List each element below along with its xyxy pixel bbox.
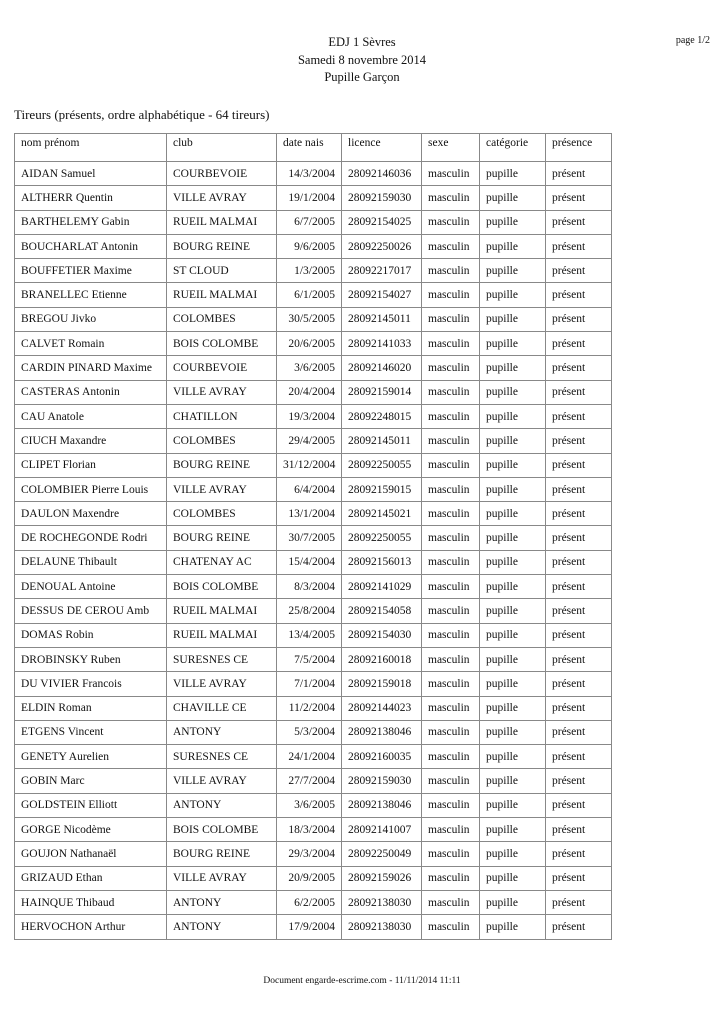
cell-presence: présent bbox=[546, 380, 612, 404]
cell-name: ALTHERR Quentin bbox=[15, 186, 167, 210]
cell-licence: 28092160018 bbox=[342, 647, 422, 671]
table-header-row bbox=[15, 134, 612, 162]
cell-club: VILLE AVRAY bbox=[167, 380, 277, 404]
cell-category: pupille bbox=[480, 720, 546, 744]
cell-birthdate: 13/4/2005 bbox=[277, 623, 342, 647]
cell-category: pupille bbox=[480, 575, 546, 599]
cell-licence: 28092138046 bbox=[342, 793, 422, 817]
cell-presence: présent bbox=[546, 915, 612, 939]
cell-licence: 28092159018 bbox=[342, 672, 422, 696]
table-row bbox=[15, 453, 612, 477]
cell-licence: 28092145011 bbox=[342, 429, 422, 453]
cell-category: pupille bbox=[480, 380, 546, 404]
cell-club: COLOMBES bbox=[167, 429, 277, 453]
cell-club: ANTONY bbox=[167, 890, 277, 914]
cell-presence: présent bbox=[546, 332, 612, 356]
cell-club: VILLE AVRAY bbox=[167, 186, 277, 210]
cell-licence: 28092250049 bbox=[342, 842, 422, 866]
cell-club: BOIS COLOMBE bbox=[167, 818, 277, 842]
table-row bbox=[15, 672, 612, 696]
cell-sex: masculin bbox=[422, 793, 480, 817]
table-row bbox=[15, 575, 612, 599]
cell-birthdate: 3/6/2005 bbox=[277, 356, 342, 380]
cell-presence: présent bbox=[546, 818, 612, 842]
cell-club: BOURG REINE bbox=[167, 453, 277, 477]
cell-licence: 28092138030 bbox=[342, 890, 422, 914]
cell-presence: présent bbox=[546, 477, 612, 501]
cell-category: pupille bbox=[480, 162, 546, 186]
cell-sex: masculin bbox=[422, 307, 480, 331]
cell-category: pupille bbox=[480, 599, 546, 623]
cell-licence: 28092138030 bbox=[342, 915, 422, 939]
cell-sex: masculin bbox=[422, 818, 480, 842]
cell-sex: masculin bbox=[422, 599, 480, 623]
cell-birthdate: 24/1/2004 bbox=[277, 745, 342, 769]
cell-sex: masculin bbox=[422, 575, 480, 599]
cell-licence: 28092250055 bbox=[342, 453, 422, 477]
cell-category: pupille bbox=[480, 332, 546, 356]
table-row bbox=[15, 890, 612, 914]
cell-sex: masculin bbox=[422, 720, 480, 744]
cell-licence: 28092159014 bbox=[342, 380, 422, 404]
table-row bbox=[15, 404, 612, 428]
cell-category: pupille bbox=[480, 502, 546, 526]
column-header-sex: sexe bbox=[422, 134, 480, 162]
cell-sex: masculin bbox=[422, 283, 480, 307]
cell-club: CHATENAY AC bbox=[167, 550, 277, 574]
cell-club: BOIS COLOMBE bbox=[167, 575, 277, 599]
cell-birthdate: 6/7/2005 bbox=[277, 210, 342, 234]
table-row bbox=[15, 477, 612, 501]
column-header-birthdate: date nais bbox=[277, 134, 342, 162]
cell-club: VILLE AVRAY bbox=[167, 866, 277, 890]
table-row bbox=[15, 647, 612, 671]
cell-sex: masculin bbox=[422, 842, 480, 866]
cell-presence: présent bbox=[546, 186, 612, 210]
cell-licence: 28092154058 bbox=[342, 599, 422, 623]
cell-birthdate: 25/8/2004 bbox=[277, 599, 342, 623]
cell-club: VILLE AVRAY bbox=[167, 672, 277, 696]
cell-category: pupille bbox=[480, 210, 546, 234]
cell-licence: 28092160035 bbox=[342, 745, 422, 769]
cell-name: COLOMBIER Pierre Louis bbox=[15, 477, 167, 501]
cell-presence: présent bbox=[546, 210, 612, 234]
fencers-table bbox=[14, 133, 612, 940]
cell-presence: présent bbox=[546, 890, 612, 914]
cell-name: GOBIN Marc bbox=[15, 769, 167, 793]
cell-licence: 28092141007 bbox=[342, 818, 422, 842]
cell-category: pupille bbox=[480, 307, 546, 331]
cell-category: pupille bbox=[480, 429, 546, 453]
cell-licence: 28092138046 bbox=[342, 720, 422, 744]
table-row bbox=[15, 210, 612, 234]
cell-name: BREGOU Jivko bbox=[15, 307, 167, 331]
list-subtitle: Tireurs (présents, ordre alphabétique - 64 tireurs) bbox=[14, 107, 270, 122]
cell-club: BOURG REINE bbox=[167, 234, 277, 258]
cell-name: GOLDSTEIN Elliott bbox=[15, 793, 167, 817]
cell-club: ST CLOUD bbox=[167, 259, 277, 283]
cell-birthdate: 15/4/2004 bbox=[277, 550, 342, 574]
event-date: Samedi 8 novembre 2014 bbox=[297, 52, 427, 67]
cell-name: CASTERAS Antonin bbox=[15, 380, 167, 404]
cell-club: BOIS COLOMBE bbox=[167, 332, 277, 356]
cell-club: COLOMBES bbox=[167, 307, 277, 331]
cell-category: pupille bbox=[480, 283, 546, 307]
cell-sex: masculin bbox=[422, 234, 480, 258]
cell-club: ANTONY bbox=[167, 720, 277, 744]
cell-birthdate: 29/3/2004 bbox=[277, 842, 342, 866]
cell-birthdate: 8/3/2004 bbox=[277, 575, 342, 599]
cell-club: ANTONY bbox=[167, 793, 277, 817]
cell-category: pupille bbox=[480, 453, 546, 477]
column-header-category: catégorie bbox=[480, 134, 546, 162]
column-header-presence: présence bbox=[546, 134, 612, 162]
cell-presence: présent bbox=[546, 283, 612, 307]
cell-sex: masculin bbox=[422, 696, 480, 720]
cell-name: DAULON Maxendre bbox=[15, 502, 167, 526]
cell-presence: présent bbox=[546, 599, 612, 623]
cell-birthdate: 18/3/2004 bbox=[277, 818, 342, 842]
table-row bbox=[15, 623, 612, 647]
column-header-name: nom prénom bbox=[15, 134, 167, 162]
table-row bbox=[15, 526, 612, 550]
table-row bbox=[15, 259, 612, 283]
cell-name: BOUCHARLAT Antonin bbox=[15, 234, 167, 258]
cell-club: BOURG REINE bbox=[167, 526, 277, 550]
cell-sex: masculin bbox=[422, 915, 480, 939]
cell-birthdate: 3/6/2005 bbox=[277, 793, 342, 817]
cell-birthdate: 17/9/2004 bbox=[277, 915, 342, 939]
table-row bbox=[15, 332, 612, 356]
cell-presence: présent bbox=[546, 793, 612, 817]
cell-name: BRANELLEC Etienne bbox=[15, 283, 167, 307]
cell-name: CALVET Romain bbox=[15, 332, 167, 356]
cell-name: GRIZAUD Ethan bbox=[15, 866, 167, 890]
cell-sex: masculin bbox=[422, 672, 480, 696]
cell-sex: masculin bbox=[422, 526, 480, 550]
cell-category: pupille bbox=[480, 477, 546, 501]
cell-birthdate: 14/3/2004 bbox=[277, 162, 342, 186]
cell-presence: présent bbox=[546, 526, 612, 550]
cell-category: pupille bbox=[480, 842, 546, 866]
cell-club: COURBEVOIE bbox=[167, 162, 277, 186]
cell-club: COURBEVOIE bbox=[167, 356, 277, 380]
table-row bbox=[15, 866, 612, 890]
cell-name: BARTHELEMY Gabin bbox=[15, 210, 167, 234]
cell-birthdate: 13/1/2004 bbox=[277, 502, 342, 526]
cell-sex: masculin bbox=[422, 259, 480, 283]
cell-sex: masculin bbox=[422, 477, 480, 501]
cell-category: pupille bbox=[480, 866, 546, 890]
cell-category: pupille bbox=[480, 696, 546, 720]
cell-presence: présent bbox=[546, 356, 612, 380]
cell-sex: masculin bbox=[422, 186, 480, 210]
cell-presence: présent bbox=[546, 769, 612, 793]
cell-name: CIUCH Maxandre bbox=[15, 429, 167, 453]
cell-licence: 28092248015 bbox=[342, 404, 422, 428]
cell-birthdate: 7/1/2004 bbox=[277, 672, 342, 696]
cell-licence: 28092159030 bbox=[342, 769, 422, 793]
cell-sex: masculin bbox=[422, 453, 480, 477]
cell-presence: présent bbox=[546, 672, 612, 696]
cell-birthdate: 6/4/2004 bbox=[277, 477, 342, 501]
table-row bbox=[15, 283, 612, 307]
cell-name: CARDIN PINARD Maxime bbox=[15, 356, 167, 380]
cell-category: pupille bbox=[480, 769, 546, 793]
cell-category: pupille bbox=[480, 672, 546, 696]
cell-club: SURESNES CE bbox=[167, 647, 277, 671]
cell-licence: 28092154027 bbox=[342, 283, 422, 307]
cell-category: pupille bbox=[480, 745, 546, 769]
cell-category: pupille bbox=[480, 818, 546, 842]
table-row bbox=[15, 234, 612, 258]
cell-category: pupille bbox=[480, 356, 546, 380]
cell-name: DELAUNE Thibault bbox=[15, 550, 167, 574]
cell-birthdate: 11/2/2004 bbox=[277, 696, 342, 720]
cell-presence: présent bbox=[546, 429, 612, 453]
cell-licence: 28092250055 bbox=[342, 526, 422, 550]
table-row bbox=[15, 502, 612, 526]
cell-birthdate: 29/4/2005 bbox=[277, 429, 342, 453]
cell-name: CAU Anatole bbox=[15, 404, 167, 428]
cell-licence: 28092141029 bbox=[342, 575, 422, 599]
cell-category: pupille bbox=[480, 550, 546, 574]
cell-category: pupille bbox=[480, 915, 546, 939]
table-row bbox=[15, 550, 612, 574]
cell-sex: masculin bbox=[422, 769, 480, 793]
cell-name: ELDIN Roman bbox=[15, 696, 167, 720]
cell-name: DE ROCHEGONDE Rodri bbox=[15, 526, 167, 550]
cell-category: pupille bbox=[480, 234, 546, 258]
cell-name: CLIPET Florian bbox=[15, 453, 167, 477]
table-row bbox=[15, 162, 612, 186]
cell-name: GOUJON Nathanaël bbox=[15, 842, 167, 866]
cell-sex: masculin bbox=[422, 332, 480, 356]
cell-name: DOMAS Robin bbox=[15, 623, 167, 647]
cell-presence: présent bbox=[546, 647, 612, 671]
cell-club: BOURG REINE bbox=[167, 842, 277, 866]
event-category: Pupille Garçon bbox=[324, 70, 400, 84]
cell-category: pupille bbox=[480, 186, 546, 210]
cell-licence: 28092159015 bbox=[342, 477, 422, 501]
cell-birthdate: 7/5/2004 bbox=[277, 647, 342, 671]
cell-category: pupille bbox=[480, 890, 546, 914]
cell-presence: présent bbox=[546, 453, 612, 477]
cell-sex: masculin bbox=[422, 866, 480, 890]
cell-birthdate: 30/7/2005 bbox=[277, 526, 342, 550]
cell-sex: masculin bbox=[422, 502, 480, 526]
column-header-club: club bbox=[167, 134, 277, 162]
cell-licence: 28092145021 bbox=[342, 502, 422, 526]
cell-sex: masculin bbox=[422, 380, 480, 404]
cell-category: pupille bbox=[480, 259, 546, 283]
cell-birthdate: 6/2/2005 bbox=[277, 890, 342, 914]
cell-name: ETGENS Vincent bbox=[15, 720, 167, 744]
cell-club: VILLE AVRAY bbox=[167, 477, 277, 501]
cell-club: VILLE AVRAY bbox=[167, 769, 277, 793]
cell-licence: 28092145011 bbox=[342, 307, 422, 331]
cell-licence: 28092159030 bbox=[342, 186, 422, 210]
cell-name: DESSUS DE CEROU Amb bbox=[15, 599, 167, 623]
cell-presence: présent bbox=[546, 550, 612, 574]
cell-category: pupille bbox=[480, 793, 546, 817]
table-row bbox=[15, 793, 612, 817]
cell-category: pupille bbox=[480, 647, 546, 671]
column-header-licence: licence bbox=[342, 134, 422, 162]
cell-birthdate: 20/6/2005 bbox=[277, 332, 342, 356]
table-row bbox=[15, 599, 612, 623]
cell-sex: masculin bbox=[422, 623, 480, 647]
cell-name: BOUFFETIER Maxime bbox=[15, 259, 167, 283]
document-footer: Document engarde-escrime.com - 11/11/2014 11:11 bbox=[263, 976, 461, 986]
cell-licence: 28092154030 bbox=[342, 623, 422, 647]
cell-birthdate: 27/7/2004 bbox=[277, 769, 342, 793]
cell-category: pupille bbox=[480, 623, 546, 647]
cell-presence: présent bbox=[546, 307, 612, 331]
table-row bbox=[15, 186, 612, 210]
cell-name: DENOUAL Antoine bbox=[15, 575, 167, 599]
table-row bbox=[15, 769, 612, 793]
cell-licence: 28092159026 bbox=[342, 866, 422, 890]
cell-licence: 28092156013 bbox=[342, 550, 422, 574]
cell-category: pupille bbox=[480, 526, 546, 550]
cell-sex: masculin bbox=[422, 162, 480, 186]
cell-birthdate: 5/3/2004 bbox=[277, 720, 342, 744]
table-row bbox=[15, 745, 612, 769]
cell-sex: masculin bbox=[422, 429, 480, 453]
cell-club: CHATILLON bbox=[167, 404, 277, 428]
cell-birthdate: 20/4/2004 bbox=[277, 380, 342, 404]
cell-name: DROBINSKY Ruben bbox=[15, 647, 167, 671]
cell-birthdate: 1/3/2005 bbox=[277, 259, 342, 283]
cell-name: HAINQUE Thibaud bbox=[15, 890, 167, 914]
cell-club: SURESNES CE bbox=[167, 745, 277, 769]
cell-name: HERVOCHON Arthur bbox=[15, 915, 167, 939]
cell-presence: présent bbox=[546, 720, 612, 744]
cell-club: RUEIL MALMAI bbox=[167, 283, 277, 307]
cell-presence: présent bbox=[546, 842, 612, 866]
cell-birthdate: 9/6/2005 bbox=[277, 234, 342, 258]
cell-name: AIDAN Samuel bbox=[15, 162, 167, 186]
cell-birthdate: 31/12/2004 bbox=[277, 453, 342, 477]
cell-birthdate: 20/9/2005 bbox=[277, 866, 342, 890]
cell-licence: 28092250026 bbox=[342, 234, 422, 258]
cell-name: DU VIVIER Francois bbox=[15, 672, 167, 696]
cell-presence: présent bbox=[546, 575, 612, 599]
cell-club: ANTONY bbox=[167, 915, 277, 939]
cell-birthdate: 30/5/2005 bbox=[277, 307, 342, 331]
event-title: EDJ 1 Sèvres bbox=[328, 35, 396, 49]
document-header bbox=[0, 34, 724, 87]
cell-club: RUEIL MALMAI bbox=[167, 599, 277, 623]
cell-licence: 28092141033 bbox=[342, 332, 422, 356]
table-row bbox=[15, 380, 612, 404]
page-number: page 1/2 bbox=[675, 35, 710, 46]
cell-presence: présent bbox=[546, 404, 612, 428]
table-row bbox=[15, 356, 612, 380]
cell-sex: masculin bbox=[422, 550, 480, 574]
table-row bbox=[15, 915, 612, 939]
cell-licence: 28092154025 bbox=[342, 210, 422, 234]
cell-licence: 28092146020 bbox=[342, 356, 422, 380]
cell-sex: masculin bbox=[422, 356, 480, 380]
cell-licence: 28092217017 bbox=[342, 259, 422, 283]
cell-presence: présent bbox=[546, 162, 612, 186]
cell-name: GORGE Nicodème bbox=[15, 818, 167, 842]
cell-birthdate: 19/1/2004 bbox=[277, 186, 342, 210]
table-row bbox=[15, 307, 612, 331]
cell-presence: présent bbox=[546, 234, 612, 258]
cell-sex: masculin bbox=[422, 745, 480, 769]
cell-presence: présent bbox=[546, 696, 612, 720]
cell-presence: présent bbox=[546, 259, 612, 283]
cell-sex: masculin bbox=[422, 404, 480, 428]
cell-sex: masculin bbox=[422, 647, 480, 671]
cell-presence: présent bbox=[546, 866, 612, 890]
table-row bbox=[15, 696, 612, 720]
cell-presence: présent bbox=[546, 502, 612, 526]
cell-category: pupille bbox=[480, 404, 546, 428]
cell-birthdate: 19/3/2004 bbox=[277, 404, 342, 428]
cell-licence: 28092146036 bbox=[342, 162, 422, 186]
table-row bbox=[15, 842, 612, 866]
cell-club: CHAVILLE CE bbox=[167, 696, 277, 720]
cell-presence: présent bbox=[546, 623, 612, 647]
cell-licence: 28092144023 bbox=[342, 696, 422, 720]
table-row bbox=[15, 720, 612, 744]
cell-sex: masculin bbox=[422, 210, 480, 234]
cell-birthdate: 6/1/2005 bbox=[277, 283, 342, 307]
cell-club: RUEIL MALMAI bbox=[167, 623, 277, 647]
cell-club: RUEIL MALMAI bbox=[167, 210, 277, 234]
cell-sex: masculin bbox=[422, 890, 480, 914]
cell-name: GENETY Aurelien bbox=[15, 745, 167, 769]
cell-presence: présent bbox=[546, 745, 612, 769]
table-row bbox=[15, 429, 612, 453]
table-row bbox=[15, 818, 612, 842]
cell-club: COLOMBES bbox=[167, 502, 277, 526]
